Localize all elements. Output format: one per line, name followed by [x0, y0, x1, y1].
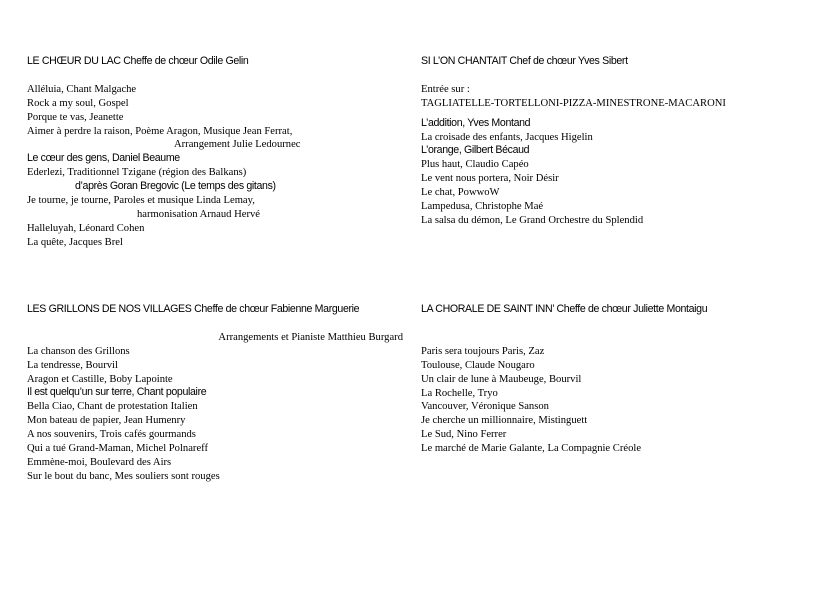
song-line: Sur le bout du banc, Mes souliers sont rouges — [27, 470, 220, 482]
song-line: Toulouse, Claude Nougaro — [421, 359, 535, 371]
choir-block-saint-inn — [421, 303, 821, 456]
arranger-line: Arrangements et Pianiste Matthieu Burgard — [218, 331, 403, 343]
song-line: Je tourne, je tourne, Paroles et musique Linda Lemay, — [27, 195, 255, 207]
song-line: Le chat, PowwoW — [421, 187, 500, 199]
song-line: Il est quelqu’un sur terre, Chant populaire — [27, 386, 207, 399]
song-line: La tendresse, Bourvil — [27, 359, 118, 371]
song-line: Plus haut, Claudio Capéo — [421, 159, 529, 171]
choir-block-si-on-chantait — [421, 55, 821, 228]
song-line: Aimer à perdre la raison, Poème Aragon, Musique Jean Ferrat, — [27, 125, 293, 137]
song-line: Vancouver, Véronique Sanson — [421, 401, 549, 413]
song-line: harmonisation Arnaud Hervé — [137, 208, 260, 220]
song-line: La Rochelle, Tryo — [421, 387, 498, 399]
song-line: La quête, Jacques Brel — [27, 236, 123, 248]
song-line: La chanson des Grillons — [27, 345, 130, 357]
song-line: Bella Ciao, Chant de protestation Italien — [27, 401, 198, 413]
song-line: Halleluyah, Léonard Cohen — [27, 222, 145, 234]
choir-title: SI L’ON CHANTAIT Chef de chœur Yves Sibert — [421, 55, 628, 67]
song-line: Je cherche un millionnaire, Mistinguett — [421, 415, 588, 427]
choir-block-grillons — [27, 303, 422, 484]
song-line: Porque te vas, Jeanette — [27, 111, 124, 123]
choir-title: LA CHORALE DE SAINT INN’ Cheffe de chœur Juliette Montaigu — [421, 303, 708, 315]
song-line: L’orange, Gilbert Bécaud — [421, 144, 530, 157]
song-line: Alléluia, Chant Malgache — [27, 83, 137, 95]
song-line: Lampedusa, Christophe Maé — [421, 201, 544, 213]
song-line: A nos souvenirs, Trois cafés gourmands — [27, 429, 196, 441]
intro-label: Entrée sur : — [421, 83, 470, 95]
choir-block-choeur-du-lac — [27, 55, 422, 250]
song-line: Rock a my soul, Gospel — [27, 97, 129, 109]
song-line: Le cœur des gens, Daniel Beaume — [27, 152, 180, 165]
song-line: Mon bateau de papier, Jean Humenry — [27, 415, 186, 427]
choir-title: LE CHŒUR DU LAC Cheffe de chœur Odile Gelin — [27, 55, 249, 67]
song-line: Qui a tué Grand-Maman, Michel Polnareff — [27, 443, 209, 455]
song-line: d’après Goran Bregovic (Le temps des gitans) — [75, 180, 276, 193]
choir-title: LES GRILLONS DE NOS VILLAGES Cheffe de chœur Fabienne Marguerie — [27, 303, 360, 315]
song-line: La salsa du démon, Le Grand Orchestre du Splendid — [421, 214, 644, 226]
song-line: Arrangement Julie Ledournec — [174, 139, 301, 151]
song-line: Un clair de lune à Maubeuge, Bourvil — [421, 373, 582, 385]
song-line: La croisade des enfants, Jacques Higelin — [421, 131, 593, 143]
song-line: Le vent nous portera, Noir Désir — [421, 173, 559, 185]
song-line: Ederlezi, Traditionnel Tzigane (région des Balkans) — [27, 167, 247, 179]
song-line: Aragon et Castille, Boby Lapointe — [27, 373, 173, 385]
intro-medley: TAGLIATELLE-TORTELLONI-PIZZA-MINESTRONE-MACARONI — [421, 97, 726, 109]
song-line: Emmène-moi, Boulevard des Airs — [27, 456, 172, 468]
song-line: L’addition, Yves Montand — [421, 116, 531, 129]
song-line: Le Sud, Nino Ferrer — [421, 429, 507, 441]
song-line: Le marché de Marie Galante, La Compagnie Créole — [421, 443, 642, 455]
song-line: Paris sera toujours Paris, Zaz — [421, 345, 545, 357]
